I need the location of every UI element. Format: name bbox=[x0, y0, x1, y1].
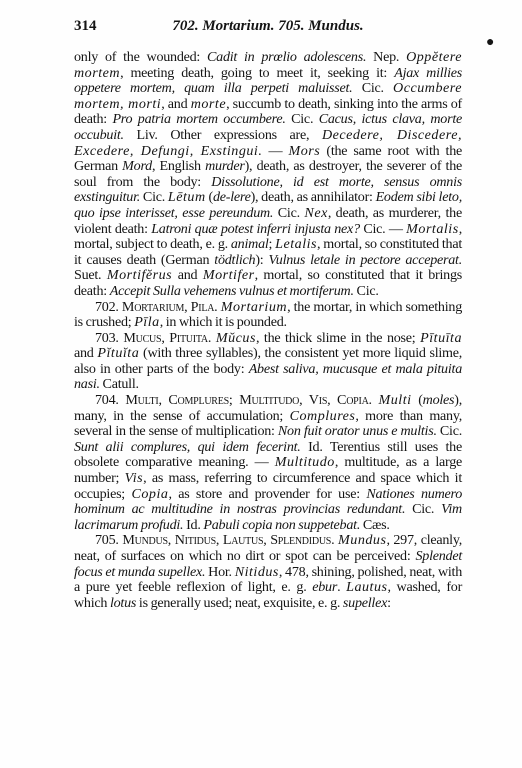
page-number: 314 bbox=[74, 18, 97, 34]
entry-704-multi: 704. Multi, Complures; Multitudo, Vis, Copia. Multi (moles), many, in the sense of accumulation; Complures, more than many, several in the sense of multiplication: Non fuit orator unus e multis. Cic. Sunt alii complures, qui idem fecerint. Id. Terentius still uses the obsolete comparative meaning. — Multitudo, multitude, as a large number; Vis, as mass, referring to circumference and space which it occupies; Copia, as store and provender for use: Nationes numero hominum ac multitudine in nostras provincias redundant. Cic. Vim lacrimarum profudi. Id. Pabuli copia non suppetebat. Cæs. bbox=[74, 392, 463, 533]
running-head: 702. Mortarium. 705. Mundus. bbox=[172, 18, 364, 34]
margin-ink-mark: ● bbox=[486, 35, 495, 50]
entry-702-mortarium: 702. Mortarium, Pila. Mortarium, the mortar, in which something is crushed; Pīla, in which it is pounded. bbox=[74, 298, 462, 331]
entry-heading: Mucus, Pituita. bbox=[123, 329, 212, 346]
entry-703-mucus: 703. Mucus, Pituita. Mŭcus, the thick slime in the nose; Pītuīta and Pĭtuĭta (with three syllables), the consistent yet more liquid slime, also in other parts of the body: Abest saliva, mucusque et mala pituita nasi. Catull. bbox=[74, 329, 463, 393]
entry-heading: Multi, Complures; Multitudo, Vis, Copia. bbox=[125, 392, 372, 409]
page-header bbox=[74, 18, 462, 38]
entry-heading: Mundus, Nitidus, Lautus, Splendidus. bbox=[122, 532, 335, 549]
paragraph-death-synonyms-continued: only of the wounded: Cadit in prœlio adolescens. Nep. Oppĕtere mortem, meeting death, going to meet it, seeking it: Ajax millies oppetere mortem, quam illa perpeti maluisset. Cic. Occumbere mortem, morti, and morte, succumb to death, sinking into the arms of death: Pro patria mortem occumbere. Cic. Cacus, ictus clava, morte occubuit. Liv. Other expressions are, Decedere, Discedere, Excedere, Defungi, Exstingui. — Mors (the same root with the German Mord, English murder), death, as destroyer, the severer of the soul from the body: Dissolutione, id est morte, sensus omnis exstinguitur. Cic. Lētum (de-lere), death, as annihilator: Eodem sibi leto, quo ipse interisset, esse pereundum. Cic. Nex, death, as murderer, the violent death: Latroni quæ potest inferri injusta nex? Cic. — Mortalis, mortal, subject to death, e. g. animal; Letalis, mortal, so constituted that it causes death (German tödtlich): Vulnus letale in pectore acceperat. Suet. Mortifĕrus and Mortifer, mortal, so constituted that it brings death: Accepit Sulla vehemens vulnus et mortiferum. Cic. bbox=[74, 49, 463, 299]
entry-705-mundus: 705. Mundus, Nitidus, Lautus, Splendidus. Mundus, 297, cleanly, neat, of surfaces on which no dirt or spot can be perceived: Splendet focus et munda supellex. Hor. Nitidus, 478, shining, polished, neat, with a pure yet feeble reflexion of light, e. g. ebur. Lautus, washed, for which lotus is generally used; neat, exquisite, e. g. supellex: bbox=[74, 532, 463, 611]
entry-heading: Mortarium, Pila. bbox=[121, 298, 218, 315]
page-body bbox=[74, 50, 462, 611]
